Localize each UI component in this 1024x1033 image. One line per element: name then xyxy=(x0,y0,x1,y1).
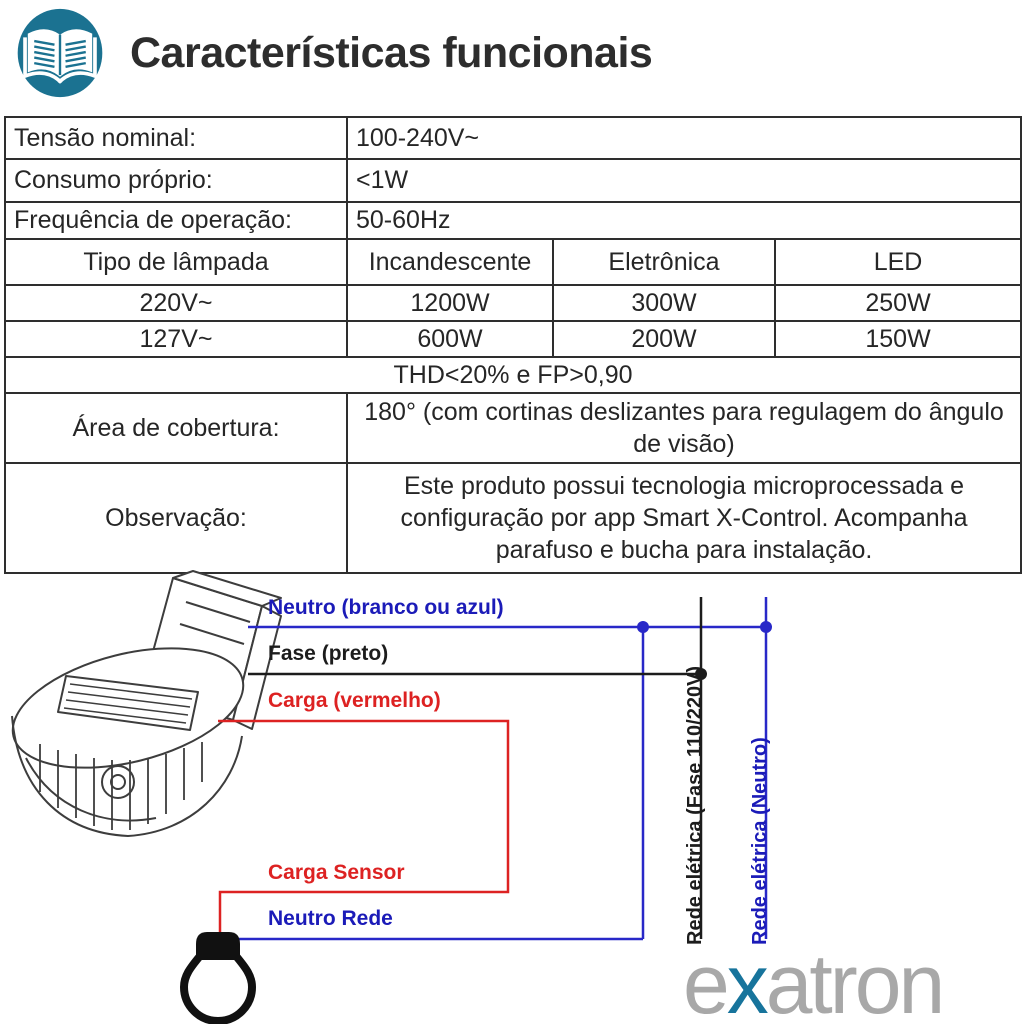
rede-fase-label: Rede elétrica (Fase 110/220V) xyxy=(684,665,706,945)
spec-label: Consumo próprio: xyxy=(5,159,347,202)
lamp-cell: 150W xyxy=(775,321,1021,357)
spec-value: 100-240V~ xyxy=(347,117,1021,159)
lamp-cell: 300W xyxy=(553,285,775,321)
spec-label: Observação: xyxy=(5,463,347,573)
spec-value: Este produto possui tecnologia microprocessada e configuração por app Smart X-Control. Acompanha parafuso e bucha para instalação. xyxy=(347,463,1021,573)
table-row xyxy=(5,463,1021,573)
lamp-header-cell: Tipo de lâmpada xyxy=(5,239,347,285)
table-header-row xyxy=(5,239,1021,285)
junction-dot xyxy=(760,621,772,633)
table-row xyxy=(5,393,1021,463)
logo-x-accent: x xyxy=(726,937,766,1031)
lamp-header-cell: Incandescente xyxy=(347,239,553,285)
fase-wire-label: Fase (preto) xyxy=(268,642,389,665)
spec-value: 50-60Hz xyxy=(347,202,1021,239)
table-row xyxy=(5,321,1021,357)
spec-value: 180° (com cortinas deslizantes para regulagem do ângulo de visão) xyxy=(347,393,1021,463)
lamp-header-cell: LED xyxy=(775,239,1021,285)
spec-label: Área de cobertura: xyxy=(5,393,347,463)
neutro-wire-label: Neutro (branco ou azul) xyxy=(268,596,504,619)
logo-text: e xyxy=(683,937,727,1031)
carga-wire-line xyxy=(218,721,508,938)
lamp-cell: 220V~ xyxy=(5,285,347,321)
lamp-cell: 250W xyxy=(775,285,1021,321)
lamp-cell: 1200W xyxy=(347,285,553,321)
brand-logo xyxy=(683,936,942,1033)
table-row xyxy=(5,202,1021,239)
carga-sensor-wire-label: Carga Sensor xyxy=(268,861,405,884)
spec-label: Frequência de operação: xyxy=(5,202,347,239)
lamp-cell: 200W xyxy=(553,321,775,357)
page-header xyxy=(14,6,652,100)
rede-neutro-label: Rede elétrica (Neutro) xyxy=(749,737,771,945)
thd-cell: THD<20% e FP>0,90 xyxy=(5,357,1021,393)
logo-text: atron xyxy=(765,937,943,1031)
table-row xyxy=(5,159,1021,202)
table-row xyxy=(5,285,1021,321)
spec-value: <1W xyxy=(347,159,1021,202)
table-row xyxy=(5,117,1021,159)
carga-wire-label: Carga (vermelho) xyxy=(268,689,441,712)
book-icon xyxy=(14,6,106,100)
table-row xyxy=(5,357,1021,393)
light-bulb-icon xyxy=(184,932,252,1021)
neutro-rede-wire-label: Neutro Rede xyxy=(268,907,393,930)
spec-table xyxy=(4,116,1022,574)
spec-label: Tensão nominal: xyxy=(5,117,347,159)
junction-dot xyxy=(637,621,649,633)
motion-sensor-illustration xyxy=(0,571,281,836)
lamp-header-cell: Eletrônica xyxy=(553,239,775,285)
lamp-cell: 600W xyxy=(347,321,553,357)
lamp-cell: 127V~ xyxy=(5,321,347,357)
page-title: Características funcionais xyxy=(130,28,653,77)
